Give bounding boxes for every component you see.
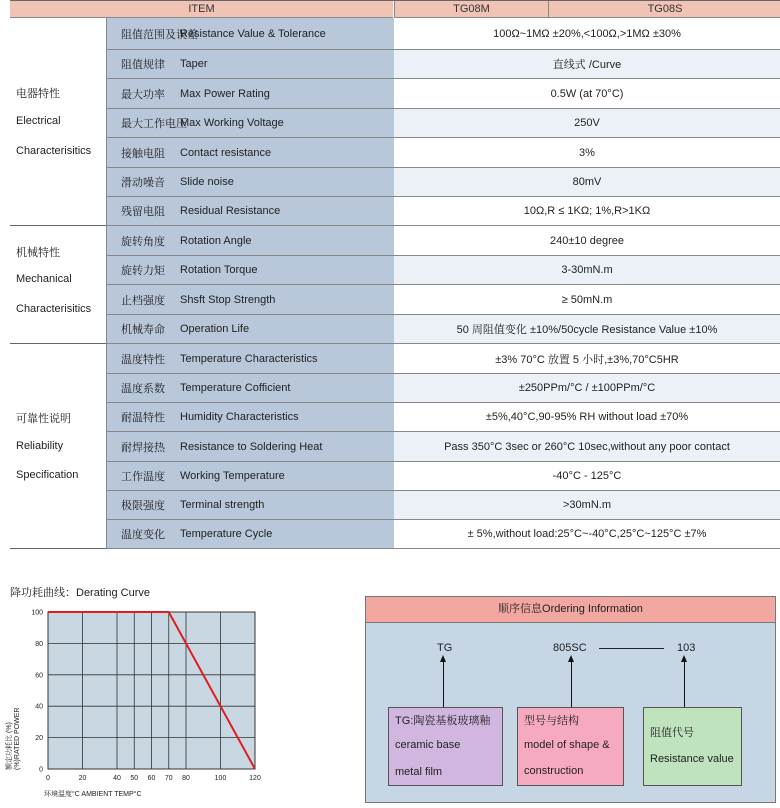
arrow-up-icon <box>571 661 572 707</box>
row-label-cn: 工作温度 <box>121 471 165 483</box>
spec-table <box>10 0 780 548</box>
x-tick-label: 50 <box>130 775 139 782</box>
ordering-info-title: 顺序信息Ordering Information <box>366 597 775 623</box>
row-value: 50 周阻值变化 ±10%/50cycle Resistance Value ±10% <box>394 315 780 343</box>
row-value: 10Ω,R ≤ 1KΩ; 1%,R>1KΩ <box>394 197 780 225</box>
row-label-cn: 止档强度 <box>121 294 165 307</box>
spec-row-resistance-tolerance <box>106 18 780 50</box>
spec-row-taper <box>106 50 780 79</box>
row-value: 100Ω~1MΩ ±20%,<100Ω,>1MΩ ±30% <box>394 18 780 49</box>
x-tick-label: 60 <box>147 775 156 782</box>
row-label-cn: 旋转力矩 <box>121 265 165 277</box>
row-label-en: Taper <box>180 58 208 70</box>
row-label-en: Temperature Cofficient <box>180 382 291 394</box>
box-line: model of shape & <box>524 739 610 751</box>
row-value: ±3% 70°C 放置 5 小时,±3%,70°C5HR <box>394 344 780 373</box>
arrow-up-icon <box>684 661 685 707</box>
spec-row-max-power <box>106 79 780 109</box>
box-line: Resistance value <box>650 753 734 765</box>
row-label-cn: 残留电阻 <box>121 206 165 218</box>
row-label-cn: 温度变化 <box>121 529 165 541</box>
row-value: 250V <box>394 109 780 137</box>
row-value: >30mN.m <box>394 491 780 519</box>
row-value: ± 5%,without load:25°C~-40°C,25°C~125°C ±7% <box>394 520 780 548</box>
x-tick-label: 80 <box>182 775 190 782</box>
row-label-cn: 耐焊接热 <box>121 441 165 454</box>
row-label-en: Shsft Stop Strength <box>180 293 276 306</box>
y-axis-label-2: (%)RATED POWER <box>14 707 21 770</box>
box-line: construction <box>524 765 584 777</box>
row-value: ±5%,40°C,90-95% RH without load ±70% <box>394 403 780 431</box>
spec-row-contact-resistance <box>106 138 780 168</box>
section-electrical <box>10 18 106 226</box>
spec-row-terminal-strength <box>106 491 780 520</box>
section-label-en-2: Characterisitics <box>16 303 92 315</box>
row-label-cn: 接触电阻 <box>121 147 165 160</box>
y-tick-label: 60 <box>35 672 43 680</box>
code-resistance: 103 <box>677 642 696 654</box>
derating-chart <box>0 600 275 808</box>
y-tick-label: 40 <box>35 703 43 711</box>
row-value: 240±10 degree <box>394 226 780 255</box>
x-tick-label: 20 <box>78 775 87 782</box>
row-label-cn: 旋转角度 <box>121 235 165 248</box>
row-label-en: Rotation Angle <box>180 234 252 247</box>
spec-row-temperature-characteristics <box>106 344 780 374</box>
x-tick-label: 120 <box>249 775 261 782</box>
row-label-en: Humidity Characteristics <box>180 411 299 423</box>
section-label-cn: 电器特性 <box>16 88 60 100</box>
ordering-box-resistance <box>643 707 742 786</box>
spec-row-temperature-coefficient <box>106 374 780 403</box>
ordering-box-model <box>517 707 624 786</box>
box-line: ceramic base <box>395 739 461 751</box>
derating-curve-title: 降功耗曲线：Derating Curve <box>10 587 150 599</box>
spec-row-max-voltage <box>106 109 780 138</box>
section-label-en-2: Characterisitics <box>16 145 92 157</box>
y-tick-label: 100 <box>31 609 43 617</box>
arrow-up-icon <box>443 661 444 707</box>
row-value: 0.5W (at 70°C) <box>394 79 780 108</box>
section-reliability <box>10 344 106 549</box>
row-label-cn: 温度特性 <box>121 353 165 366</box>
row-label-en: Residual Resistance <box>180 205 281 217</box>
row-value: 3% <box>394 138 780 167</box>
y-axis-label: 额定功耗比 (%) <box>6 722 13 770</box>
spec-row-rotation-torque <box>106 256 780 285</box>
row-value: Pass 350°C 3sec or 260°C 10sec,without any poor contact <box>394 432 780 461</box>
x-tick-label: 40 <box>113 775 121 782</box>
row-value: 80mV <box>394 168 780 196</box>
y-tick-label: 0 <box>39 766 43 774</box>
row-label-cn: 阻值规律 <box>121 59 165 71</box>
row-value: 直线式 /Curve <box>394 50 780 78</box>
row-label-cn: 阻值范围及误差 <box>121 28 198 41</box>
column-header-item: ITEM <box>10 1 393 18</box>
row-label-en: Contact resistance <box>180 146 272 159</box>
box-line: 阻值代号 <box>650 727 694 739</box>
spec-row-humidity <box>106 403 780 432</box>
row-label-cn: 最大功率 <box>121 88 165 101</box>
x-tick-label: 100 <box>214 775 227 782</box>
ordering-box-material <box>388 707 503 786</box>
spec-row-working-temperature <box>106 462 780 491</box>
spec-row-operation-life <box>106 315 780 344</box>
row-label-cn: 滑动噪音 <box>121 177 165 189</box>
section-label-en-2: Specification <box>16 469 79 481</box>
row-value: -40°C - 125°C <box>394 462 780 490</box>
section-label-cn: 机械特性 <box>16 247 60 259</box>
row-value: 3-30mN.m <box>394 256 780 284</box>
code-model: 805SC <box>553 642 587 654</box>
row-label-en: Temperature Cycle <box>180 528 273 540</box>
row-label-en: Slide noise <box>180 176 234 188</box>
row-label-cn: 机械寿命 <box>121 324 165 336</box>
section-label-en: Mechanical <box>16 273 72 285</box>
row-label-cn: 最大工作电压 <box>121 118 187 130</box>
section-label-cn: 可靠性说明 <box>16 413 71 425</box>
row-label-en: Max Power Rating <box>180 87 270 100</box>
row-label-en: Resistance Value & Tolerance <box>180 27 326 40</box>
row-label-en: Temperature Characteristics <box>180 352 318 365</box>
box-line: TG:陶瓷基板玻璃釉 <box>395 715 491 727</box>
row-label-en: Max Working Voltage <box>180 117 284 129</box>
section-label-en: Reliability <box>16 440 64 452</box>
code-tg: TG <box>437 642 453 654</box>
spec-row-temperature-cycle <box>106 520 780 549</box>
row-label-cn: 耐温特性 <box>121 412 165 424</box>
row-value: ≥ 50mN.m <box>394 285 780 314</box>
spec-row-residual-resistance <box>106 197 780 226</box>
section-label-en: Electrical <box>16 115 61 127</box>
row-label-en: Operation Life <box>180 323 250 335</box>
section-mechanical <box>10 226 106 344</box>
x-axis-label: 环境温度°C AMBIENT TEMP°C <box>44 791 142 798</box>
x-tick-label: 0 <box>46 775 50 782</box>
row-label-en: Working Temperature <box>180 470 285 482</box>
box-line: 型号与结构 <box>524 715 579 727</box>
row-label-en: Terminal strength <box>180 499 265 511</box>
y-tick-label: 20 <box>35 735 43 743</box>
row-label-cn: 极限强度 <box>121 500 165 512</box>
y-tick-label: 80 <box>35 640 43 648</box>
x-tick-label: 70 <box>164 775 173 782</box>
spec-row-stop-strength <box>106 285 780 315</box>
row-label-en: Resistance to Soldering Heat <box>180 440 323 453</box>
spec-row-rotation-angle <box>106 226 780 256</box>
row-value: ±250PPm/°C / ±100PPm/°C <box>394 374 780 402</box>
column-header-tg08s: TG08S <box>548 1 780 18</box>
column-header-tg08m: TG08M <box>394 1 548 18</box>
spec-row-soldering-heat <box>106 432 780 462</box>
box-line: metal film <box>395 766 443 778</box>
row-label-cn: 温度系数 <box>121 383 165 395</box>
spec-row-slide-noise <box>106 168 780 197</box>
code-connector-line <box>599 648 664 649</box>
row-label-en: Rotation Torque <box>180 264 258 276</box>
